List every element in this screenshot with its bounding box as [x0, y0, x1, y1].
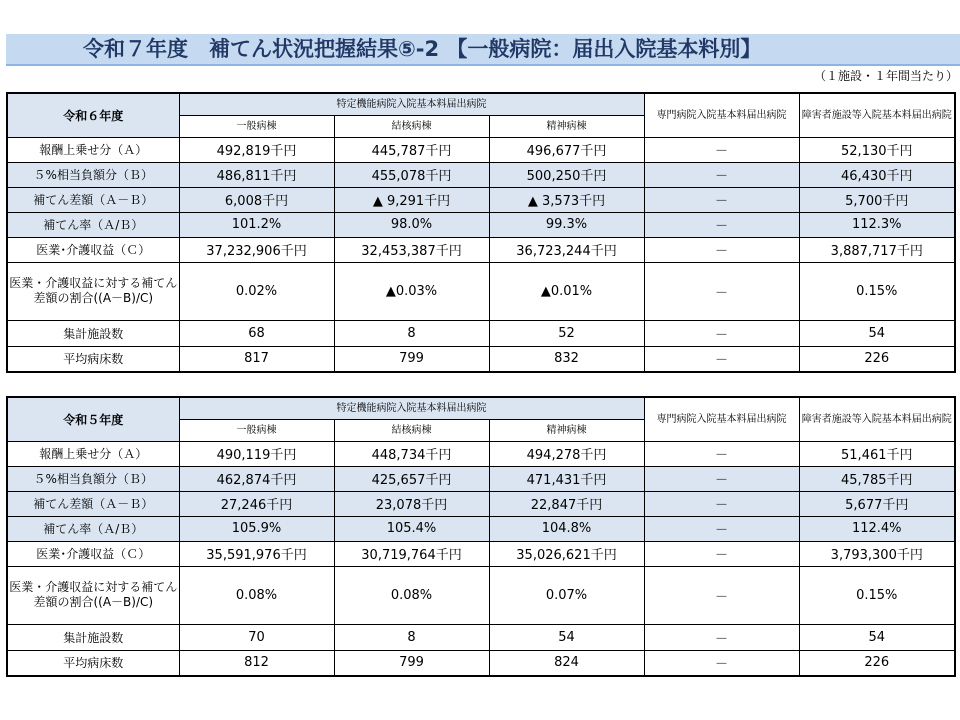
row-label: 報酬上乗せ分（Ａ）: [7, 441, 179, 466]
data-table-2: [6, 396, 956, 677]
table-cell: 455,078千円: [334, 162, 489, 187]
table-cell: －: [644, 346, 799, 372]
table-cell: 226: [799, 346, 955, 372]
table-cell: 799: [334, 346, 489, 372]
table-cell: 36,723,244千円: [489, 237, 644, 262]
table-cell: 112.3%: [799, 212, 955, 237]
table-cell: 817: [179, 346, 334, 372]
table-cell: 5,677千円: [799, 491, 955, 516]
table-cell: 46,430千円: [799, 162, 955, 187]
sub-column-header: 精神病棟: [489, 419, 644, 441]
table-cell: 824: [489, 650, 644, 676]
column-header-disability: 障害者施設等入院基本料届出病院: [799, 93, 955, 137]
table-cell: －: [644, 441, 799, 466]
table-row: [7, 187, 955, 212]
table-cell: ▲ 9,291千円: [334, 187, 489, 212]
table-cell: 112.4%: [799, 516, 955, 541]
table-cell: 104.8%: [489, 516, 644, 541]
table-cell: －: [644, 162, 799, 187]
row-label: 医業･介護収益（Ｃ）: [7, 541, 179, 566]
table-cell: 0.15%: [799, 566, 955, 624]
group-header: 特定機能病院入院基本料届出病院: [179, 93, 644, 115]
table-cell: 23,078千円: [334, 491, 489, 516]
table-cell: 22,847千円: [489, 491, 644, 516]
year-header: 令和５年度: [7, 397, 179, 441]
table-cell: －: [644, 137, 799, 162]
table-cell: 226: [799, 650, 955, 676]
table-cell: 448,734千円: [334, 441, 489, 466]
table-cell: －: [644, 212, 799, 237]
table-cell: 99.3%: [489, 212, 644, 237]
group-header: 特定機能病院入院基本料届出病院: [179, 397, 644, 419]
table-cell: 8: [334, 320, 489, 346]
table-row: [7, 346, 955, 372]
sub-column-header: 一般病棟: [179, 419, 334, 441]
row-label: 医業・介護収益に対する補てん差額の割合((A－B)/C): [7, 566, 179, 624]
table-cell: 68: [179, 320, 334, 346]
table-cell: 35,591,976千円: [179, 541, 334, 566]
table-row: [7, 320, 955, 346]
table-cell: 492,819千円: [179, 137, 334, 162]
table-cell: 496,677千円: [489, 137, 644, 162]
table-cell: 425,657千円: [334, 466, 489, 491]
row-label: 補てん率（Ａ/Ｂ）: [7, 516, 179, 541]
table-cell: 3,887,717千円: [799, 237, 955, 262]
table-cell: 6,008千円: [179, 187, 334, 212]
table-cell: 54: [489, 624, 644, 650]
data-table-1: [6, 92, 956, 373]
table-row: [7, 237, 955, 262]
table-cell: 54: [799, 320, 955, 346]
table-row: [7, 212, 955, 237]
table-cell: －: [644, 466, 799, 491]
table-cell: －: [644, 566, 799, 624]
table-cell: 51,461千円: [799, 441, 955, 466]
row-label: ５%相当負額分（Ｂ）: [7, 466, 179, 491]
table-row: [7, 137, 955, 162]
row-label: 補てん率（Ａ/Ｂ）: [7, 212, 179, 237]
row-label: 平均病床数: [7, 650, 179, 676]
sub-column-header: 精神病棟: [489, 115, 644, 137]
table-cell: －: [644, 491, 799, 516]
table-cell: 490,119千円: [179, 441, 334, 466]
table-cell: －: [644, 516, 799, 541]
table-cell: －: [644, 541, 799, 566]
table-cell: 101.2%: [179, 212, 334, 237]
table-cell: 462,874千円: [179, 466, 334, 491]
row-label: 平均病床数: [7, 346, 179, 372]
column-header-specialty: 専門病院入院基本料届出病院: [644, 93, 799, 137]
column-header-disability: 障害者施設等入院基本料届出病院: [799, 397, 955, 441]
table-cell: 0.08%: [334, 566, 489, 624]
table-cell: 32,453,387千円: [334, 237, 489, 262]
table-cell: －: [644, 320, 799, 346]
page-title: 令和７年度 補てん状況把握結果⑤-2 【一般病院：届出入院基本料別】: [83, 37, 762, 61]
table-row: [7, 566, 955, 624]
table-cell: 0.15%: [799, 262, 955, 320]
table-cell: 52: [489, 320, 644, 346]
table-cell: 832: [489, 346, 644, 372]
table-cell: 500,250千円: [489, 162, 644, 187]
sub-column-header: 結核病棟: [334, 419, 489, 441]
table-row: [7, 466, 955, 491]
row-label: 補てん差額（Ａ－Ｂ）: [7, 491, 179, 516]
unit-note: （１施設・１年間当たり）: [813, 69, 958, 83]
row-label: 補てん差額（Ａ－Ｂ）: [7, 187, 179, 212]
table-cell: 27,246千円: [179, 491, 334, 516]
table-cell: －: [644, 187, 799, 212]
table-cell: 105.9%: [179, 516, 334, 541]
table-cell: －: [644, 650, 799, 676]
sub-column-header: 結核病棟: [334, 115, 489, 137]
table-cell: 799: [334, 650, 489, 676]
table-cell: 52,130千円: [799, 137, 955, 162]
table-cell: ▲0.03%: [334, 262, 489, 320]
table-row: [7, 441, 955, 466]
table-row: [7, 491, 955, 516]
table-cell: ▲0.01%: [489, 262, 644, 320]
table-row: [7, 516, 955, 541]
table-row: [7, 624, 955, 650]
table-cell: －: [644, 262, 799, 320]
table-cell: 471,431千円: [489, 466, 644, 491]
table-cell: 98.0%: [334, 212, 489, 237]
table-cell: 30,719,764千円: [334, 541, 489, 566]
column-header-specialty: 専門病院入院基本料届出病院: [644, 397, 799, 441]
table-cell: 70: [179, 624, 334, 650]
table-cell: 5,700千円: [799, 187, 955, 212]
table-cell: －: [644, 624, 799, 650]
row-label: 集計施設数: [7, 320, 179, 346]
table-cell: 812: [179, 650, 334, 676]
table-cell: 494,278千円: [489, 441, 644, 466]
row-label: 集計施設数: [7, 624, 179, 650]
table-cell: 3,793,300千円: [799, 541, 955, 566]
table-cell: 0.08%: [179, 566, 334, 624]
table-row: [7, 650, 955, 676]
row-label: ５%相当負額分（Ｂ）: [7, 162, 179, 187]
table-cell: 486,811千円: [179, 162, 334, 187]
table-row: [7, 162, 955, 187]
table-row: [7, 262, 955, 320]
table-cell: 45,785千円: [799, 466, 955, 491]
sub-column-header: 一般病棟: [179, 115, 334, 137]
table-cell: 54: [799, 624, 955, 650]
table-cell: －: [644, 237, 799, 262]
row-label: 医業･介護収益（Ｃ）: [7, 237, 179, 262]
row-label: 報酬上乗せ分（Ａ）: [7, 137, 179, 162]
table-cell: 445,787千円: [334, 137, 489, 162]
table-cell: 37,232,906千円: [179, 237, 334, 262]
table-cell: 0.07%: [489, 566, 644, 624]
table-cell: 8: [334, 624, 489, 650]
row-label: 医業・介護収益に対する補てん差額の割合((A－B)/C): [7, 262, 179, 320]
table-row: [7, 541, 955, 566]
table-cell: 105.4%: [334, 516, 489, 541]
table-cell: ▲ 3,573千円: [489, 187, 644, 212]
year-header: 令和６年度: [7, 93, 179, 137]
table-cell: 0.02%: [179, 262, 334, 320]
table-cell: 35,026,621千円: [489, 541, 644, 566]
